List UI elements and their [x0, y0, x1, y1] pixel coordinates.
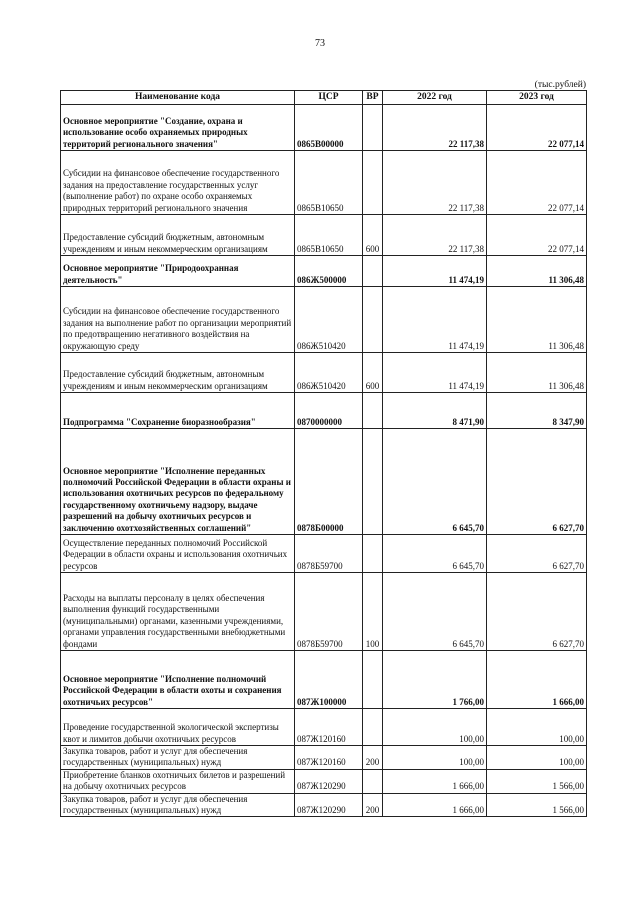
page-number: 73 [315, 38, 325, 49]
row-vr-cell [363, 429, 383, 535]
row-2023-cell: 22 077,14 [487, 151, 587, 215]
table-row [61, 769, 587, 793]
row-vr-cell [363, 535, 383, 573]
row-vr-cell [363, 393, 383, 429]
table-row [61, 793, 587, 817]
row-2022-cell: 11 474,19 [383, 287, 487, 353]
row-csr-cell: 086Ж510420 [295, 353, 363, 393]
row-name-cell: Предоставление субсидий бюджетным, автономным учреждениям и иным некоммерческим организациям [61, 353, 295, 393]
row-2023-cell: 100,00 [487, 709, 587, 746]
table-header-row [61, 91, 587, 105]
row-2023-cell: 11 306,48 [487, 256, 587, 287]
table-row [61, 535, 587, 573]
row-name-cell: Проведение государственной экологической экспертизы квот и лимитов добычи охотничьих ресурсов [61, 709, 295, 746]
row-2023-cell: 22 077,14 [487, 215, 587, 256]
row-name-cell: Субсидии на финансовое обеспечение государственного задания на выполнение работ по организации мероприятий по предотвращению негативного воздействия на окружающую среду [61, 287, 295, 353]
row-vr-cell [363, 105, 383, 151]
table-row [61, 353, 587, 393]
row-vr-cell [363, 256, 383, 287]
row-2022-cell: 11 474,19 [383, 256, 487, 287]
table-row [61, 746, 587, 770]
row-2023-cell: 11 306,48 [487, 353, 587, 393]
row-vr-cell [363, 709, 383, 746]
row-name-cell: Основное мероприятие "Создание, охрана и использование особо охраняемых природных территорий регионального значения" [61, 105, 295, 151]
row-csr-cell: 0865В10650 [295, 151, 363, 215]
row-name-cell: Расходы на выплаты персоналу в целях обеспечения выполнения функций государственными (муниципальными) органами, казенными учреждениями, органами управления государственными внебюджетными фондами [61, 573, 295, 651]
table-row [61, 105, 587, 151]
row-2022-cell: 22 117,38 [383, 215, 487, 256]
row-csr-cell: 087Ж100000 [295, 651, 363, 709]
row-2022-cell: 6 645,70 [383, 573, 487, 651]
row-name-cell: Приобретение бланков охотничьих билетов и разрешений на добычу охотничьих ресурсов [61, 769, 295, 793]
row-csr-cell: 0878Б59700 [295, 573, 363, 651]
row-name-cell: Закупка товаров, работ и услуг для обеспечения государственных (муниципальных) нужд [61, 793, 295, 817]
row-vr-cell: 100 [363, 573, 383, 651]
row-vr-cell: 200 [363, 746, 383, 770]
row-2023-cell: 22 077,14 [487, 105, 587, 151]
row-name-cell: Предоставление субсидий бюджетным, автономным учреждениям и иным некоммерческим организациям [61, 215, 295, 256]
row-2022-cell: 8 471,90 [383, 393, 487, 429]
row-vr-cell: 200 [363, 793, 383, 817]
row-vr-cell: 600 [363, 215, 383, 256]
row-2023-cell: 8 347,90 [487, 393, 587, 429]
row-2022-cell: 6 645,70 [383, 535, 487, 573]
table-row [61, 429, 587, 535]
row-2022-cell: 6 645,70 [383, 429, 487, 535]
header-year-2022: 2022 год [383, 91, 487, 105]
budget-table [60, 90, 587, 817]
table-row [61, 215, 587, 256]
table-row [61, 573, 587, 651]
row-name-cell: Подпрограмма "Сохранение биоразнообразия" [61, 393, 295, 429]
row-csr-cell: 0865В10650 [295, 215, 363, 256]
row-vr-cell [363, 651, 383, 709]
row-csr-cell: 087Ж120290 [295, 769, 363, 793]
row-name-cell: Субсидии на финансовое обеспечение государственного задания на предоставление государственных услуг (выполнение работ) по охране особо охраняемых природных территорий регионального значения [61, 151, 295, 215]
row-csr-cell: 087Ж120290 [295, 793, 363, 817]
row-2022-cell: 22 117,38 [383, 105, 487, 151]
header-year-2023: 2023 год [487, 91, 587, 105]
row-vr-cell: 600 [363, 353, 383, 393]
row-2023-cell: 6 627,70 [487, 573, 587, 651]
row-csr-cell: 0878Б59700 [295, 535, 363, 573]
row-2023-cell: 1 566,00 [487, 769, 587, 793]
row-2022-cell: 1 666,00 [383, 769, 487, 793]
row-csr-cell: 087Ж120160 [295, 746, 363, 770]
header-csr: ЦСР [295, 91, 363, 105]
row-2023-cell: 11 306,48 [487, 287, 587, 353]
row-2023-cell: 6 627,70 [487, 535, 587, 573]
row-name-cell: Основное мероприятие "Исполнение переданных полномочий Российской Федерации в области охраны и использования охотничьих ресурсов по федеральному государственному охотничьему надзору, выдаче разрешений на добычу охотничьих ресурсов и заключению охотхозяйственных соглашений" [61, 429, 295, 535]
table-row [61, 151, 587, 215]
row-name-cell: Осуществление переданных полномочий Российской Федерации в области охраны и использования охотничьих ресурсов [61, 535, 295, 573]
row-vr-cell [363, 769, 383, 793]
row-name-cell: Основное мероприятие "Природоохранная деятельность" [61, 256, 295, 287]
row-vr-cell [363, 151, 383, 215]
table-row [61, 256, 587, 287]
row-2022-cell: 100,00 [383, 709, 487, 746]
row-csr-cell: 0878Б00000 [295, 429, 363, 535]
row-2023-cell: 1 566,00 [487, 793, 587, 817]
table-row [61, 709, 587, 746]
units-note: (тыс.рублей) [534, 80, 586, 90]
row-2022-cell: 11 474,19 [383, 353, 487, 393]
header-vr: ВР [363, 91, 383, 105]
row-2022-cell: 1 766,00 [383, 651, 487, 709]
row-2022-cell: 1 666,00 [383, 793, 487, 817]
row-csr-cell: 0870000000 [295, 393, 363, 429]
table-row [61, 651, 587, 709]
table-row [61, 393, 587, 429]
row-name-cell: Основное мероприятие "Исполнение полномочий Российской Федерации в области охоты и сохранения охотничьих ресурсов" [61, 651, 295, 709]
row-2022-cell: 100,00 [383, 746, 487, 770]
row-2023-cell: 100,00 [487, 746, 587, 770]
row-name-cell: Закупка товаров, работ и услуг для обеспечения государственных (муниципальных) нужд [61, 746, 295, 770]
row-csr-cell: 087Ж120160 [295, 709, 363, 746]
row-csr-cell: 0865В00000 [295, 105, 363, 151]
table-row [61, 287, 587, 353]
row-csr-cell: 086Ж500000 [295, 256, 363, 287]
row-csr-cell: 086Ж510420 [295, 287, 363, 353]
row-2023-cell: 6 627,70 [487, 429, 587, 535]
row-vr-cell [363, 287, 383, 353]
header-name: Наименование кода [61, 91, 295, 105]
row-2023-cell: 1 666,00 [487, 651, 587, 709]
row-2022-cell: 22 117,38 [383, 151, 487, 215]
